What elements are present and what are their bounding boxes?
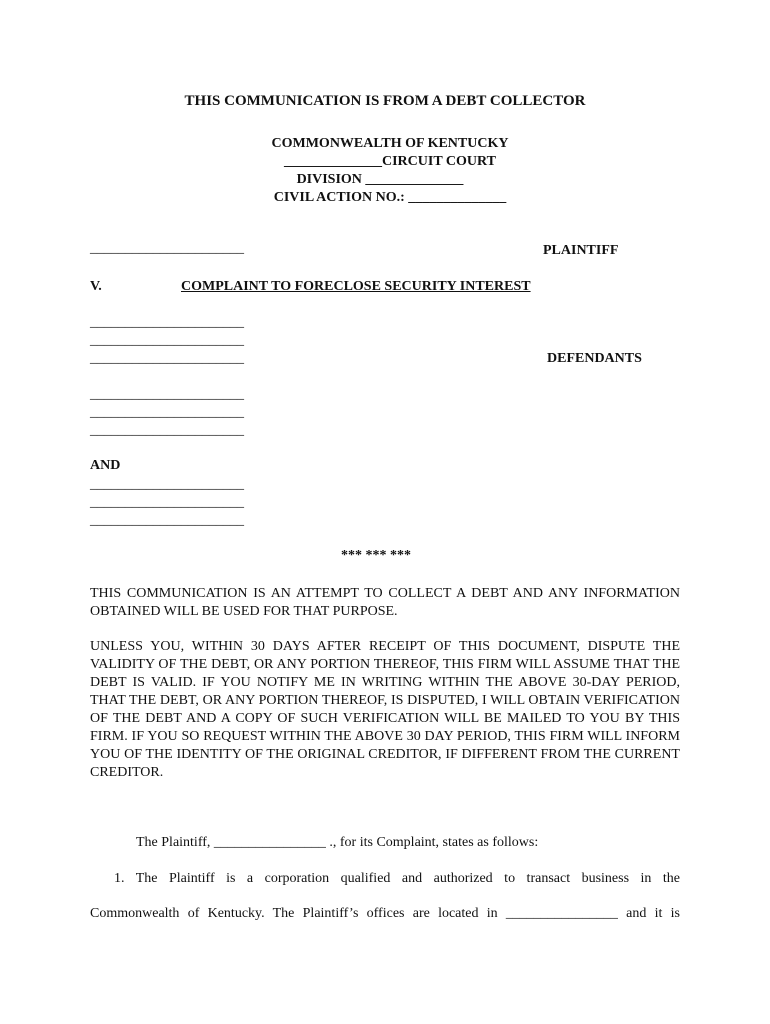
defendant-blank: ______________________ (90, 423, 244, 438)
numbered-paragraph-1: 1. The Plaintiff is a corporation qualified and authorized to transact business in the (114, 871, 680, 886)
complaint-intro: The Plaintiff, ________________ ., for its Complaint, states as follows: (136, 835, 539, 850)
court-division: DIVISION ______________ (296, 172, 464, 187)
additional-party-blank: ______________________ (90, 495, 244, 510)
defendants-label: DEFENDANTS (547, 351, 642, 366)
validation-notice: UNLESS YOU, WITHIN 30 DAYS AFTER RECEIPT OF THIS DOCUMENT, DISPUTE THE VALIDITY OF THE DEBT, OR ANY PORTION THEREOF, THIS FIRM WILL ASSUME THAT THE DEBT IS VALID. IF YOU NOTIFY ME IN WRITING WITHIN THE ABOVE 30-DAY PERIOD, THAT THE DEBT, OR ANY PORTION THEREOF, IS DISPUTED, I WILL OBTAIN VERIFICATION OF THE DEBT AND A COPY OF SUCH VERIFICATION WILL BE MAILED TO YOU BY THIS FIRM. IF YOU SO REQUEST WITHIN THE ABOVE 30 DAY PERIOD, THIS FIRM WILL INFORM YOU OF THE IDENTITY OF THE ORIGINAL CREDITOR, IF DIFFERENT FROM THE CURRENT CREDITOR. (90, 639, 680, 780)
defendant-blank: ______________________ (90, 387, 244, 402)
versus-label: V. (90, 279, 102, 294)
paragraph-1-continuation: Commonwealth of Kentucky. The Plaintiff’s offices are located in ________________ and it is (90, 906, 680, 921)
plaintiff-name-blank: ______________________ (90, 241, 244, 256)
and-label: AND (90, 458, 121, 473)
additional-party-blank: ______________________ (90, 513, 244, 528)
court-state: COMMONWEALTH OF KENTUCKY (271, 136, 509, 151)
defendant-blank: ______________________ (90, 333, 244, 348)
additional-party-blank: ______________________ (90, 477, 244, 492)
collection-attempt-disclosure: THIS COMMUNICATION IS AN ATTEMPT TO COLLECT A DEBT AND ANY INFORMATION OBTAINED WILL BE USED FOR THAT PURPOSE. (90, 586, 680, 619)
complaint-title: COMPLAINT TO FORECLOSE SECURITY INTEREST (181, 279, 531, 294)
section-separator: *** *** *** (341, 548, 411, 563)
debt-collector-notice: THIS COMMUNICATION IS FROM A DEBT COLLECTOR (184, 93, 586, 109)
defendant-blank: ______________________ (90, 405, 244, 420)
plaintiff-label: PLAINTIFF (543, 243, 619, 258)
civil-action-number: CIVIL ACTION NO.: ______________ (273, 190, 507, 205)
defendant-blank: ______________________ (90, 351, 244, 366)
court-circuit: ______________CIRCUIT COURT (284, 154, 496, 169)
defendant-blank: ______________________ (90, 315, 244, 330)
